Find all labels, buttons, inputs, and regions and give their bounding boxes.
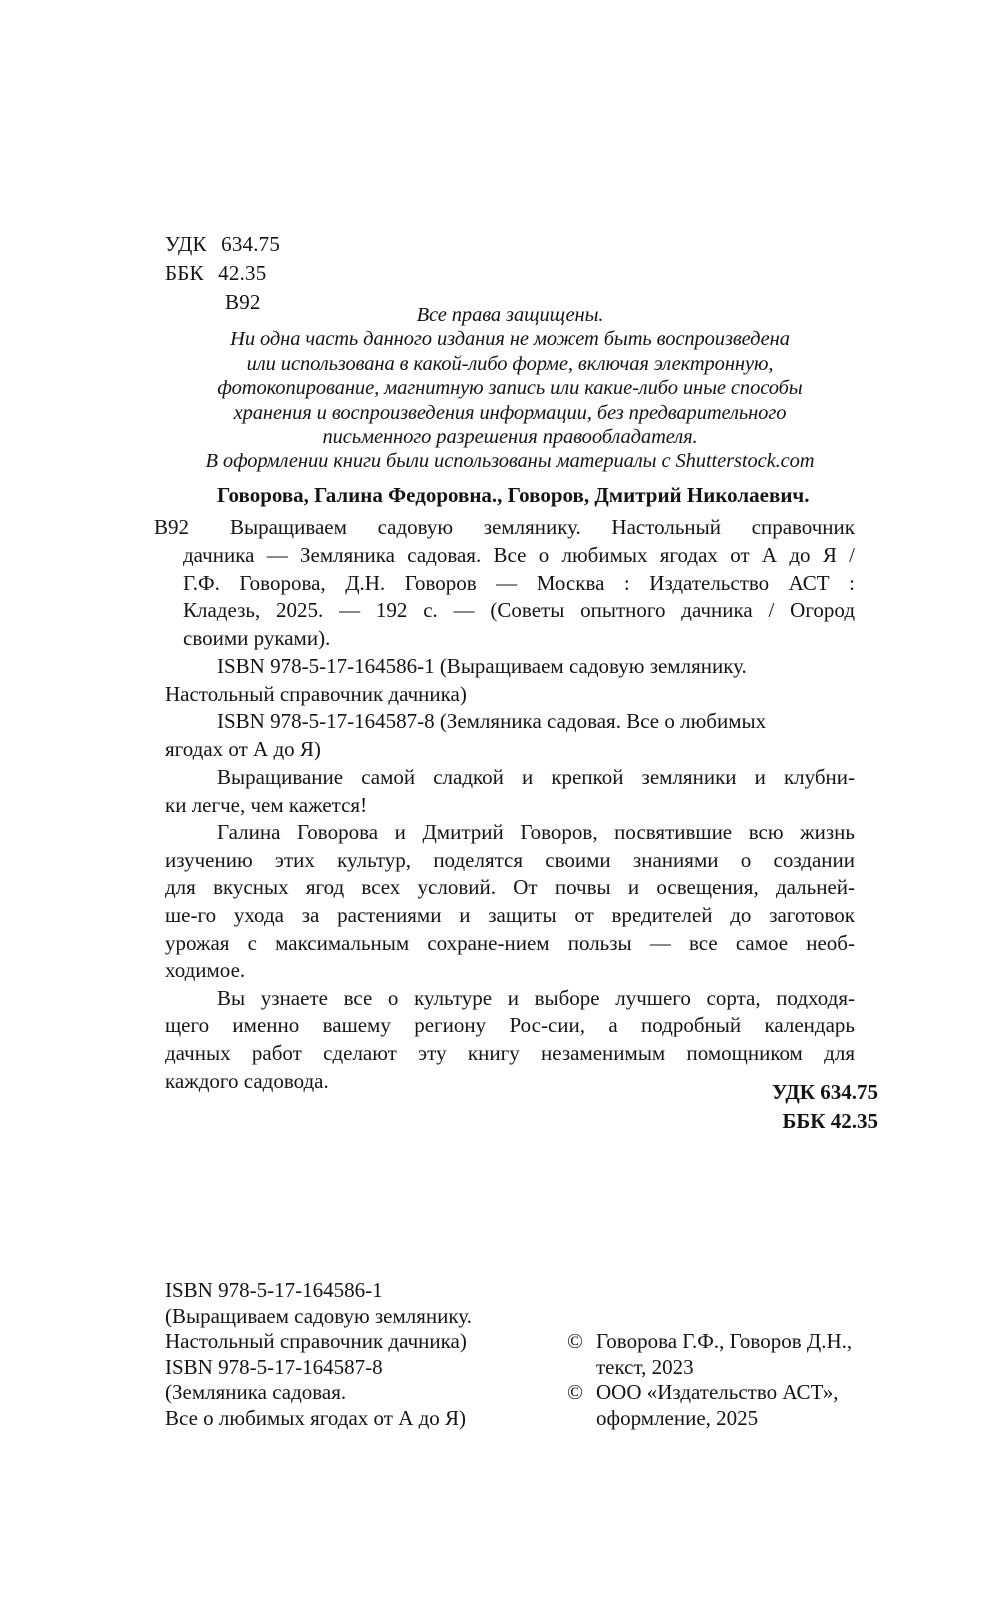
- copyright-entry: [567, 1329, 852, 1380]
- rights-line: или использована в какой-либо форме, включая электронную,: [246, 352, 774, 375]
- footer-isbn-line: ISBN 978-5-17-164586-1: [165, 1278, 383, 1302]
- udk-code: УДК 634.75: [165, 232, 281, 256]
- annotation-line: Выращивание самой сладкой и крепкой земляники и клубни-: [217, 765, 855, 789]
- isbn-line: Настольный справочник дачника): [165, 681, 467, 706]
- shutterstock-credit: В оформлении книги были использованы материалы с Shutterstock.com: [205, 450, 815, 473]
- copyright-entry: [567, 1380, 852, 1431]
- rights-line: письменного разрешения правообладателя.: [322, 426, 698, 449]
- bib-line: дачника — Земляника садовая. Все о любимых ягодах от А до Я /: [183, 542, 855, 567]
- author-sign-code: В92: [225, 290, 261, 314]
- udk-code-bold: УДК 634.75: [772, 1080, 878, 1104]
- footer-isbn-line: (Земляника садовая.: [165, 1380, 347, 1404]
- copyright-line: текст, 2023: [596, 1354, 694, 1379]
- rights-line: фотокопирование, магнитную запись или какие-либо иные способы: [217, 377, 803, 400]
- isbn-block: [165, 653, 855, 763]
- catalog-authors: Говорова, Галина Федоровна., Говоров, Дмитрий Николаевич.: [217, 483, 810, 507]
- copyright-symbol: ©: [567, 1380, 583, 1404]
- isbn-line: ISBN 978-5-17-164587-8 (Земляника садовая. Все о любимых: [217, 709, 767, 734]
- bbk-code-bold: ББК 42.35: [782, 1108, 878, 1133]
- rights-line: Ни одна часть данного издания не может быть воспроизведена: [230, 328, 790, 351]
- footer-copyright-column: [567, 1329, 852, 1431]
- annotation-line: ходимое.: [165, 958, 246, 983]
- copyright-symbol: ©: [567, 1329, 583, 1353]
- rights-notice: [155, 303, 865, 474]
- copyright-line: Говорова Г.Ф., Говоров Д.Н.,: [596, 1329, 853, 1353]
- footer-isbn-column: [165, 1278, 472, 1431]
- annotation-line: щего именно вашему региону Рос-сии, а подробный календарь: [165, 1013, 855, 1038]
- annotation-line: Галина Говорова и Дмитрий Говоров, посвятившие всю жизнь: [217, 820, 855, 845]
- rights-line: Все права защищены.: [416, 304, 604, 326]
- footer-isbn-line: Все о любимых ягодах от А до Я): [165, 1405, 467, 1430]
- annotation-line: Вы узнаете все о культуре и выборе лучшего сорта, подходя-: [217, 985, 855, 1010]
- footer-isbn-line: ISBN 978-5-17-164587-8: [165, 1354, 383, 1379]
- annotation-line: каждого садовода.: [165, 1068, 329, 1093]
- bib-line: Г.Ф. Говорова, Д.Н. Говоров — Москва : Издательство АСТ :: [183, 570, 855, 595]
- author-sign-code: В92: [154, 515, 190, 539]
- annotation-line: ше-го ухода за растениями и защиты от вредителей до заготовок: [165, 902, 855, 927]
- bbk-code: ББК 42.35: [165, 261, 267, 285]
- rights-line: хранения и воспроизведения информации, без предварительного: [233, 401, 787, 424]
- copyright-line: оформление, 2025: [596, 1405, 759, 1430]
- bib-line: своими руками).: [183, 626, 331, 651]
- footer-isbn-line: Настольный справочник дачника): [165, 1329, 467, 1353]
- footer-isbn-line: (Выращиваем садовую землянику.: [165, 1303, 472, 1328]
- annotation-line: дачных работ сделают эту книгу незаменимым помощником для: [165, 1040, 855, 1065]
- annotation: [165, 764, 855, 1095]
- isbn-line: ягодах от А до Я): [165, 736, 321, 761]
- annotation-line: урожая с максимальным сохране-нием пользы — все самое необ-: [165, 930, 855, 955]
- bibliographic-record: [154, 514, 855, 653]
- bib-line: Кладезь, 2025. — 192 с. — (Советы опытного дачника / Огород: [183, 598, 855, 623]
- annotation-line: ки легче, чем кажется!: [165, 792, 368, 817]
- bib-line: Выращиваем садовую землянику. Настольный справочник: [230, 515, 855, 539]
- bottom-catalog-codes: [772, 1078, 878, 1135]
- isbn-line: ISBN 978-5-17-164586-1 (Выращиваем садовую землянику.: [217, 654, 747, 678]
- annotation-line: для вкусных ягод всех условий. От почвы и освещения, дальней-: [165, 875, 855, 900]
- copyright-line: ООО «Издательство АСТ»,: [596, 1380, 839, 1404]
- annotation-line: изучению этих культур, поделятся своими знаниями о создании: [165, 847, 855, 872]
